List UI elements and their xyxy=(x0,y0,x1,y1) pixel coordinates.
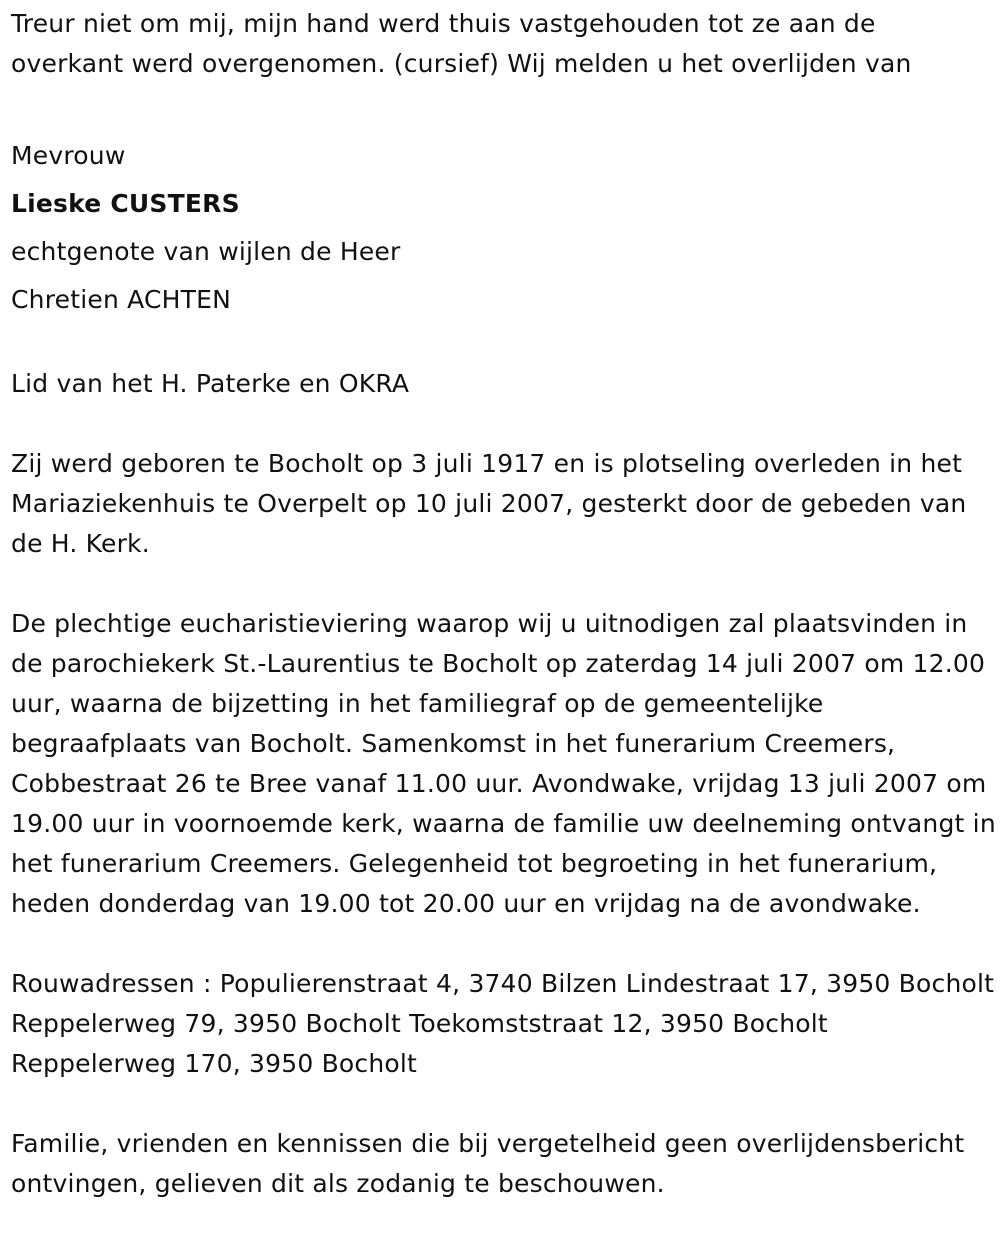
spouse-name: Chretien ACHTEN xyxy=(11,285,232,314)
spacer xyxy=(11,924,996,964)
spouse-relation: echtgenote van wijlen de Heer xyxy=(11,237,401,266)
intro-paragraph: Treur niet om mij, mijn hand werd thuis vastgehouden tot ze aan de overkant werd overgenomen. (cursief) Wij melden u het overlijden van xyxy=(11,9,912,78)
spacer xyxy=(11,1084,996,1124)
spacer xyxy=(11,564,996,604)
ceremony-paragraph: De plechtige eucharistieviering waarop wij u uitnodigen zal plaatsvinden in de parochiekerk St.-Laurentius te Bocholt op zaterdag 14 juli 2007 om 12.00 uur, waarna de bijzetting in het familiegraf op de gemeentelijke begraafplaats van Bocholt. Samenkomst in het funerarium Creemers, Cobbestraat 26 te Bree vanaf 11.00 uur. Avondwake, vrijdag 13 juli 2007 om 19.00 uur in voornoemde kerk, waarna de familie uw deelneming ontvangt in het funerarium Creemers. Gelegenheid tot begroeting in het funerarium, heden donderdag van 19.00 tot 20.00 uur en vrijdag na de avondwake. xyxy=(11,609,996,918)
obituary-document xyxy=(11,4,996,1204)
salutation: Mevrouw xyxy=(11,141,126,170)
closing-paragraph: Familie, vrienden en kennissen die bij vergetelheid geen overlijdensbericht ontvingen, gelieven dit als zodanig te beschouwen. xyxy=(11,1129,965,1198)
spacer xyxy=(11,324,996,364)
deceased-name: Lieske CUSTERS xyxy=(11,189,240,218)
addresses-paragraph: Rouwadressen : Populierenstraat 4, 3740 Bilzen Lindestraat 17, 3950 Bocholt Reppelerweg 79, 3950 Bocholt Toekomststraat 12, 3950 Bocholt Reppelerweg 170, 3950 Bocholt xyxy=(11,969,995,1078)
spacer xyxy=(11,404,996,444)
birth-death-paragraph: Zij werd geboren te Bocholt op 3 juli 1917 en is plotseling overleden in het Mariaziekenhuis te Overpelt op 10 juli 2007, gesterkt door de gebeden van de H. Kerk. xyxy=(11,449,967,558)
spacer xyxy=(11,84,996,124)
membership-line: Lid van het H. Paterke en OKRA xyxy=(11,369,410,398)
